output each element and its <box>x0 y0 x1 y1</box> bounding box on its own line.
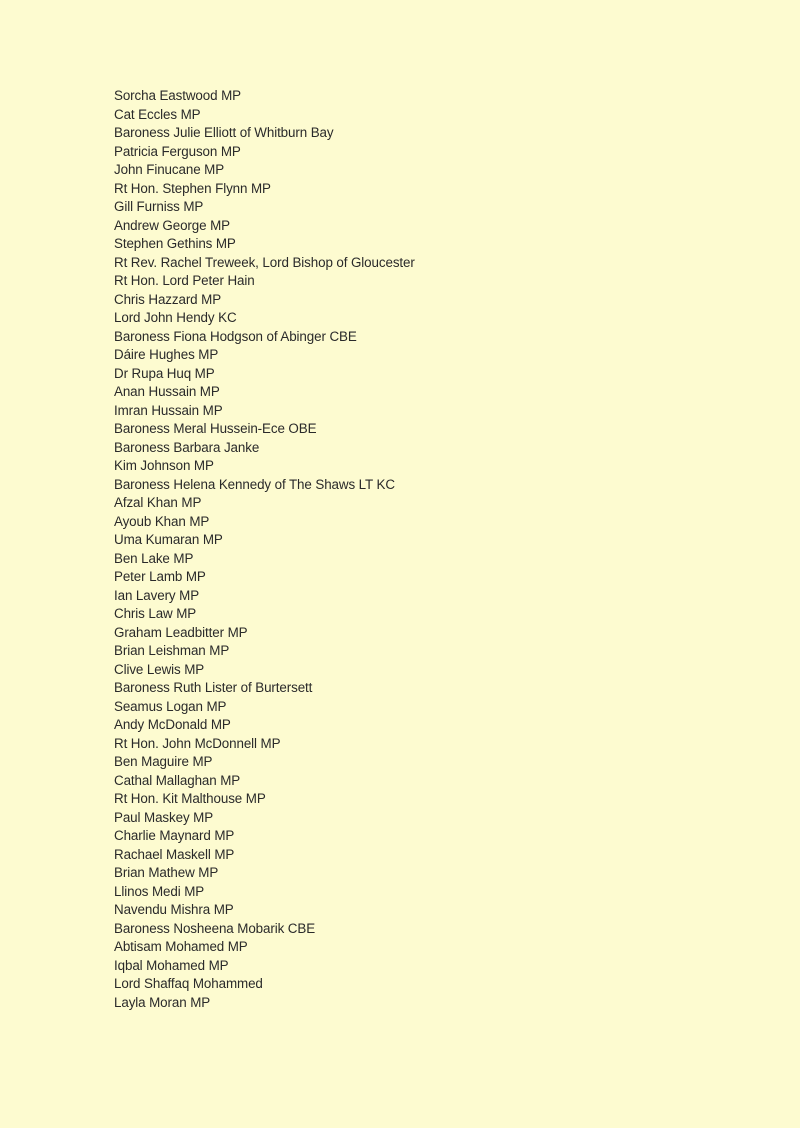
signatory-name: Afzal Khan MP <box>114 495 202 510</box>
signatory-name: Uma Kumaran MP <box>114 532 223 547</box>
signatory-name: Cat Eccles MP <box>114 106 201 122</box>
signatory-name: Baroness Barbara Janke <box>114 439 260 455</box>
signatory-name: Andrew George MP <box>114 217 230 233</box>
signatory-name: Stephen Gethins MP <box>114 236 236 251</box>
signatory-name: Andy McDonald MP <box>114 717 231 732</box>
signatory-name: Sorcha Eastwood MP <box>114 88 241 103</box>
signatory-name: John Finucane MP <box>114 162 225 177</box>
signatory-name: Brian Mathew MP <box>114 865 219 880</box>
signatory-name: Anan Hussain MP <box>114 384 220 399</box>
signatory-name: Ian Lavery MP <box>114 587 200 603</box>
signatory-name: Charlie Maynard MP <box>114 828 235 843</box>
signatory-name: Rt Hon. Stephen Flynn MP <box>114 180 271 196</box>
signatory-name: Llinos Medi MP <box>114 883 205 899</box>
signatory-name: Baroness Fiona Hodgson of Abinger CBE <box>114 328 357 344</box>
signatory-name: Baroness Julie Elliott of Whitburn Bay <box>114 125 334 140</box>
signatory-name: Seamus Logan MP <box>114 698 227 714</box>
signatory-name: Imran Hussain MP <box>114 402 223 418</box>
signatory-name: Baroness Meral Hussein-Ece OBE <box>114 421 317 436</box>
signatory-name: Clive Lewis MP <box>114 661 205 677</box>
signatory-name: Rt Hon. Kit Malthouse MP <box>114 791 266 806</box>
signatory-name: Rt Hon. John McDonnell MP <box>114 735 281 751</box>
signatory-name: Rachael Maskell MP <box>114 846 235 862</box>
signatory-list <box>114 87 415 1012</box>
signatory-name: Baroness Ruth Lister of Burtersett <box>114 680 313 695</box>
signatory-name: Cathal Mallaghan MP <box>114 772 241 788</box>
signatory-name: Dáire Hughes MP <box>114 347 219 362</box>
signatory-name: Iqbal Mohamed MP <box>114 957 229 973</box>
signatory-name: Graham Leadbitter MP <box>114 624 248 640</box>
signatory-name: Ayoub Khan MP <box>114 513 210 529</box>
signatory-name: Dr Rupa Huq MP <box>114 365 215 381</box>
signatory-name: Chris Hazzard MP <box>114 291 222 307</box>
signatory-name: Layla Moran MP <box>114 994 211 1010</box>
signatory-name: Paul Maskey MP <box>114 809 214 825</box>
signatory-name: Abtisam Mohamed MP <box>114 939 248 954</box>
signatory-name: Ben Lake MP <box>114 550 194 566</box>
signatory-name: Lord John Hendy KC <box>114 310 237 325</box>
signatory-name: Lord Shaffaq Mohammed <box>114 976 263 991</box>
signatory-name: Ben Maguire MP <box>114 754 213 769</box>
signatory-name: Peter Lamb MP <box>114 569 206 584</box>
signatory-name: Navendu Mishra MP <box>114 902 234 917</box>
signatory-name: Baroness Nosheena Mobarik CBE <box>114 920 316 936</box>
signatory-name: Gill Furniss MP <box>114 199 204 214</box>
signatory-name: Brian Leishman MP <box>114 643 230 658</box>
signatory-name: Baroness Helena Kennedy of The Shaws LT KC <box>114 476 395 492</box>
signatory-name: Chris Law MP <box>114 606 197 621</box>
signatory-name: Patricia Ferguson MP <box>114 143 241 159</box>
signatory-name: Rt Hon. Lord Peter Hain <box>114 273 255 288</box>
signatory-name: Kim Johnson MP <box>114 458 214 473</box>
signatory-name: Rt Rev. Rachel Treweek, Lord Bishop of Gloucester <box>114 254 415 270</box>
